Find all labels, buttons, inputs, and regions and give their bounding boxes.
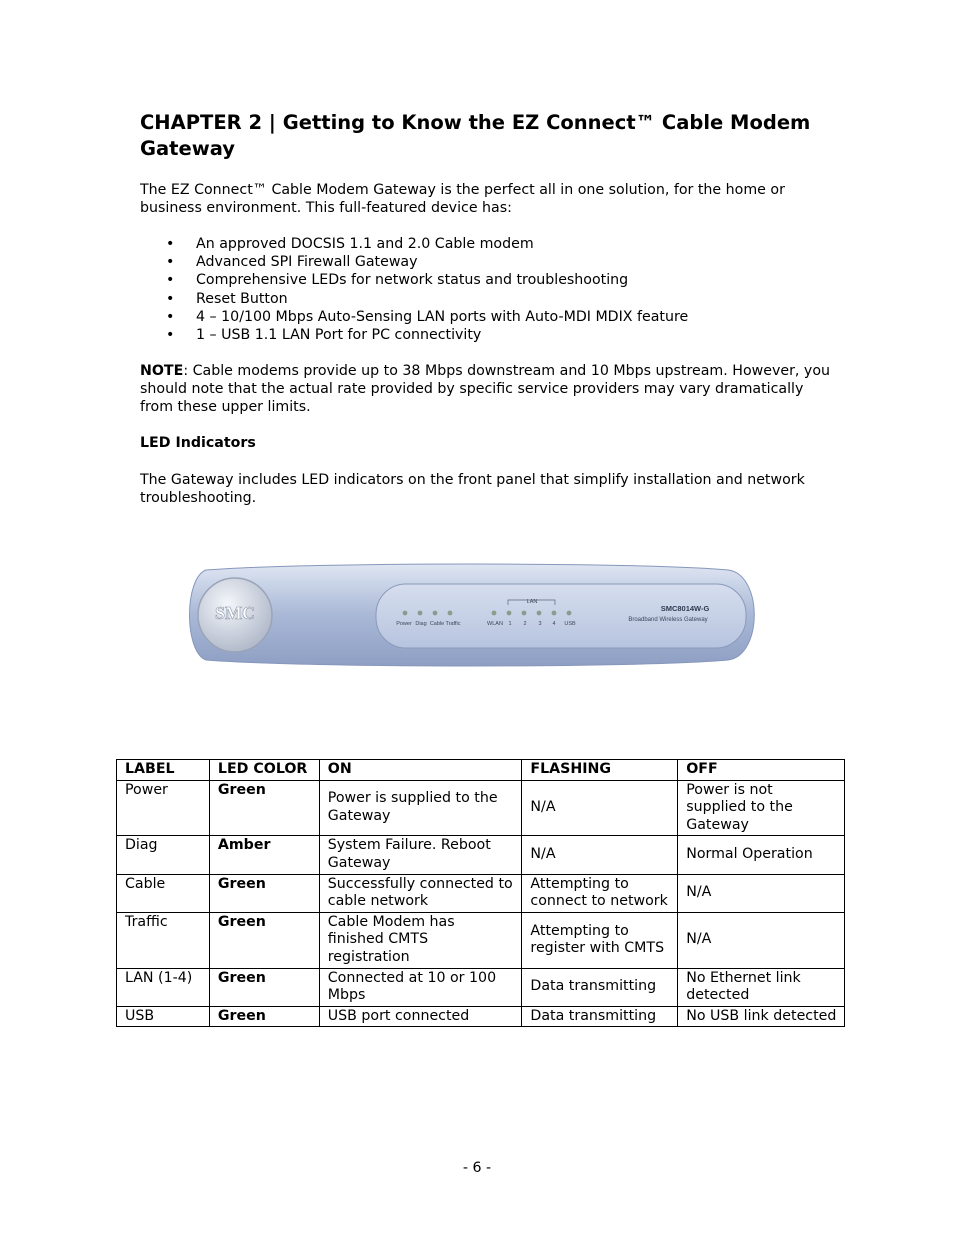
header-cell: LED COLOR [209,760,319,781]
flashing-cell: Attempting to register with CMTS [522,912,678,968]
led-label-lan2: 2 [523,621,527,627]
flashing-cell: Data transmitting [522,1006,678,1027]
traffic-led-icon [448,611,453,616]
flashing-cell: Data transmitting [522,968,678,1006]
color-cell: Green [209,1006,319,1027]
label-cell: LAN (1-4) [117,968,210,1006]
flashing-cell: Attempting to connect to network [522,874,678,912]
table-row [117,968,845,1006]
off-cell: No USB link detected [678,1006,845,1027]
flashing-cell: N/A [522,836,678,874]
table-header-row [117,760,845,781]
color-cell: Amber [209,836,319,874]
table-row [117,836,845,874]
model-label: SMC8014W-G [660,604,710,613]
off-cell: N/A [678,874,845,912]
led-indicators-heading: LED Indicators [140,435,256,451]
lan-group-label: LAN [526,599,538,605]
gateway-front-panel-image [188,560,758,670]
led-description: The Gateway includes LED indicators on the front panel that simplify installation and network troubleshooting. [140,472,805,507]
off-cell: N/A [678,912,845,968]
list-item: • Advanced SPI Firewall Gateway [166,253,688,271]
on-cell: Successfully connected to cable network [319,874,522,912]
color-cell: Green [209,968,319,1006]
note-paragraph [140,362,830,417]
diag-led-icon [418,611,423,616]
label-cell: USB [117,1006,210,1027]
off-cell: Normal Operation [678,836,845,874]
header-cell: FLASHING [522,760,678,781]
led-label-usb: USB [564,621,576,627]
led-label-traffic: Traffic [445,621,461,627]
on-cell: Connected at 10 or 100 Mbps [319,968,522,1006]
table-row [117,874,845,912]
on-cell: System Failure. Reboot Gateway [319,836,522,874]
list-item: • Comprehensive LEDs for network status and troubleshooting [166,271,688,289]
usb-led-icon [567,611,572,616]
label-cell: Power [117,780,210,836]
wlan-led-icon [492,611,497,616]
led-label-lan3: 3 [538,621,542,627]
off-cell: Power is not supplied to the Gateway [678,780,845,836]
off-cell: No Ethernet link detected [678,968,845,1006]
led-label-lan4: 4 [552,621,556,627]
page-number: - 6 - [462,1160,492,1176]
lan1-led-icon [507,611,512,616]
list-item: • Reset Button [166,290,688,308]
power-led-icon [403,611,408,616]
lan4-led-icon [552,611,557,616]
label-cell: Traffic [117,912,210,968]
chapter-title: CHAPTER 2 | Getting to Know the EZ Connect™ Cable Modem Gateway [140,111,811,160]
lan2-led-icon [522,611,527,616]
led-label-diag: Diag [415,621,427,627]
header-cell: LABEL [117,760,210,781]
header-cell: ON [319,760,522,781]
on-cell: Cable Modem has finished CMTS registration [319,912,522,968]
list-item: • 1 – USB 1.1 LAN Port for PC connectivity [166,326,688,344]
label-cell: Cable [117,874,210,912]
table-row [117,912,845,968]
label-cell: Diag [117,836,210,874]
led-label-lan1: 1 [508,621,512,627]
color-cell: Green [209,874,319,912]
list-item: • 4 – 10/100 Mbps Auto-Sensing LAN ports with Auto-MDI MDIX feature [166,308,688,326]
table-row [117,780,845,836]
feature-list [166,235,688,344]
list-item: • An approved DOCSIS 1.1 and 2.0 Cable modem [166,235,688,253]
on-cell: Power is supplied to the Gateway [319,780,522,836]
note-text: : Cable modems provide up to 38 Mbps downstream and 10 Mbps upstream. However, you should note that the actual rate provided by specific service providers may vary dramatically from these upper limits. [140,363,830,416]
led-label-power: Power [396,621,412,627]
led-table [116,759,845,1027]
model-subtitle: Broadband Wireless Gateway [628,617,708,623]
led-label-cable: Cable [429,621,445,627]
header-cell: OFF [678,760,845,781]
color-cell: Green [209,780,319,836]
color-cell: Green [209,912,319,968]
lan3-led-icon [537,611,542,616]
table-row [117,1006,845,1027]
flashing-cell: N/A [522,780,678,836]
cable-led-icon [433,611,438,616]
led-label-wlan: WLAN [487,621,503,627]
on-cell: USB port connected [319,1006,522,1027]
note-label: NOTE [140,363,184,379]
intro-paragraph: The EZ Connect™ Cable Modem Gateway is the perfect all in one solution, for the home or business environment. This full-featured device has: [140,182,785,217]
logo-text: SMC [215,603,255,623]
